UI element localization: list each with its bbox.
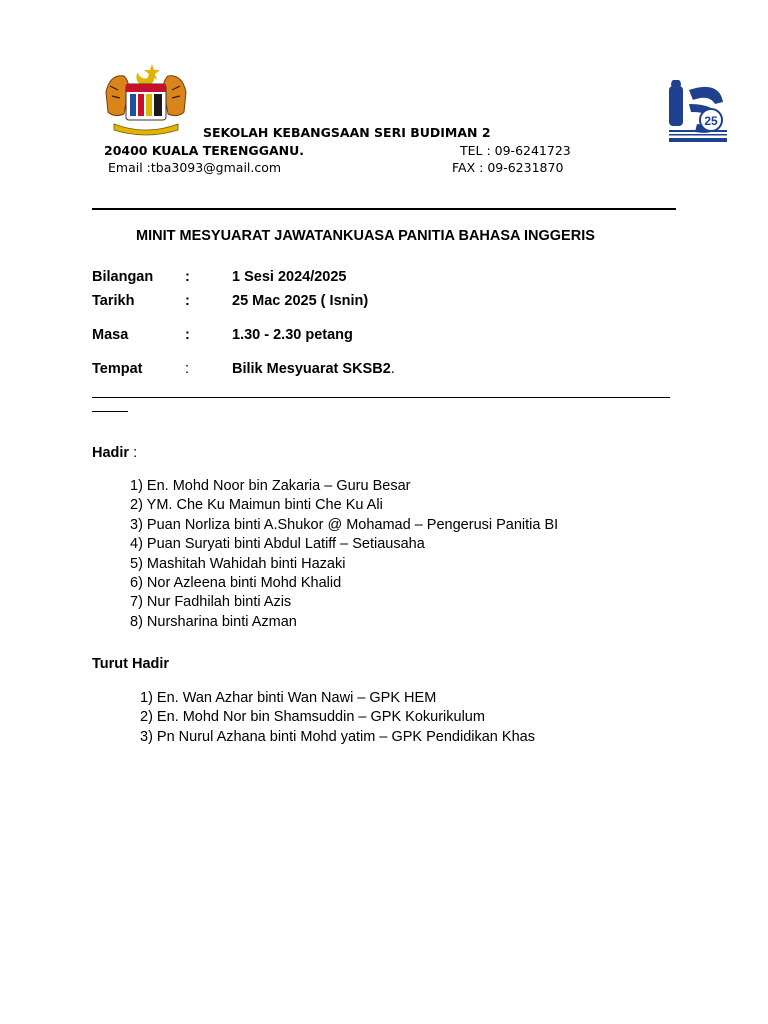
hadir-heading-label: Hadir — [92, 445, 130, 461]
list-item: 4) Puan Suryati binti Abdul Latiff – Setiausaha — [130, 536, 425, 553]
meta-colon: : — [185, 327, 190, 343]
meta-label: Tarikh — [92, 293, 135, 309]
document-title: MINIT MESYUARAT JAWATANKUASA PANITIA BAHASA INGGERIS — [136, 228, 595, 244]
list-item: 3) Pn Nurul Azhana binti Mohd yatim – GPK Pendidikan Khas — [140, 728, 535, 745]
list-item: 5) Mashitah Wahidah binti Hazaki — [130, 555, 346, 572]
trailing-period: . — [390, 361, 395, 377]
meta-colon: : — [185, 293, 190, 309]
hadir-heading-colon: : — [129, 445, 138, 461]
meta-value — [232, 361, 395, 377]
meta-label: Masa — [92, 327, 129, 343]
coat-of-arms-icon — [100, 62, 192, 138]
meta-label: Bilangan — [92, 269, 154, 285]
school-tel: TEL : 09-6241723 — [460, 143, 571, 158]
school-logo-icon — [667, 80, 729, 146]
list-item: 2) YM. Che Ku Maimun binti Che Ku Ali — [130, 497, 383, 514]
svg-text:25: 25 — [704, 114, 718, 128]
list-item: 7) Nur Fadhilah binti Azis — [130, 594, 292, 611]
list-item: 6) Nor Azleena binti Mohd Khalid — [130, 574, 342, 591]
list-item: 8) Nursharina binti Azman — [130, 613, 297, 630]
meta-value-text: Bilik Mesyuarat SKSB2 — [232, 361, 391, 377]
section-divider — [92, 397, 670, 398]
meta-label: Tempat — [92, 361, 143, 377]
meta-value: 1 Sesi 2024/2025 — [232, 269, 347, 285]
list-item: 1) En. Wan Azhar binti Wan Nawi – GPK HEM — [140, 690, 437, 706]
school-fax: FAX : 09-6231870 — [452, 160, 564, 175]
hadir-heading — [92, 445, 137, 461]
list-item: 1) En. Mohd Noor bin Zakaria – Guru Besar — [130, 478, 411, 494]
meta-value: 25 Mac 2025 ( Isnin) — [232, 293, 369, 309]
school-name: SEKOLAH KEBANGSAAN SERI BUDIMAN 2 — [203, 125, 491, 140]
section-divider-short — [92, 411, 128, 412]
header-divider — [92, 208, 676, 210]
hadir-list — [130, 477, 558, 632]
school-address: 20400 KUALA TERENGGANU. — [104, 143, 304, 158]
meta-colon: : — [185, 269, 190, 285]
school-email: Email :tba3093@gmail.com — [108, 160, 282, 175]
list-item: 3) Puan Norliza binti A.Shukor @ Mohamad – Pengerusi Panitia BI — [130, 516, 559, 533]
turut-hadir-heading: Turut Hadir — [92, 656, 170, 672]
list-item: 2) En. Mohd Nor bin Shamsuddin – GPK Kokurikulum — [140, 709, 485, 726]
meta-value: 1.30 - 2.30 petang — [232, 327, 353, 343]
turut-hadir-list — [140, 689, 535, 747]
meta-colon: : — [185, 361, 190, 377]
